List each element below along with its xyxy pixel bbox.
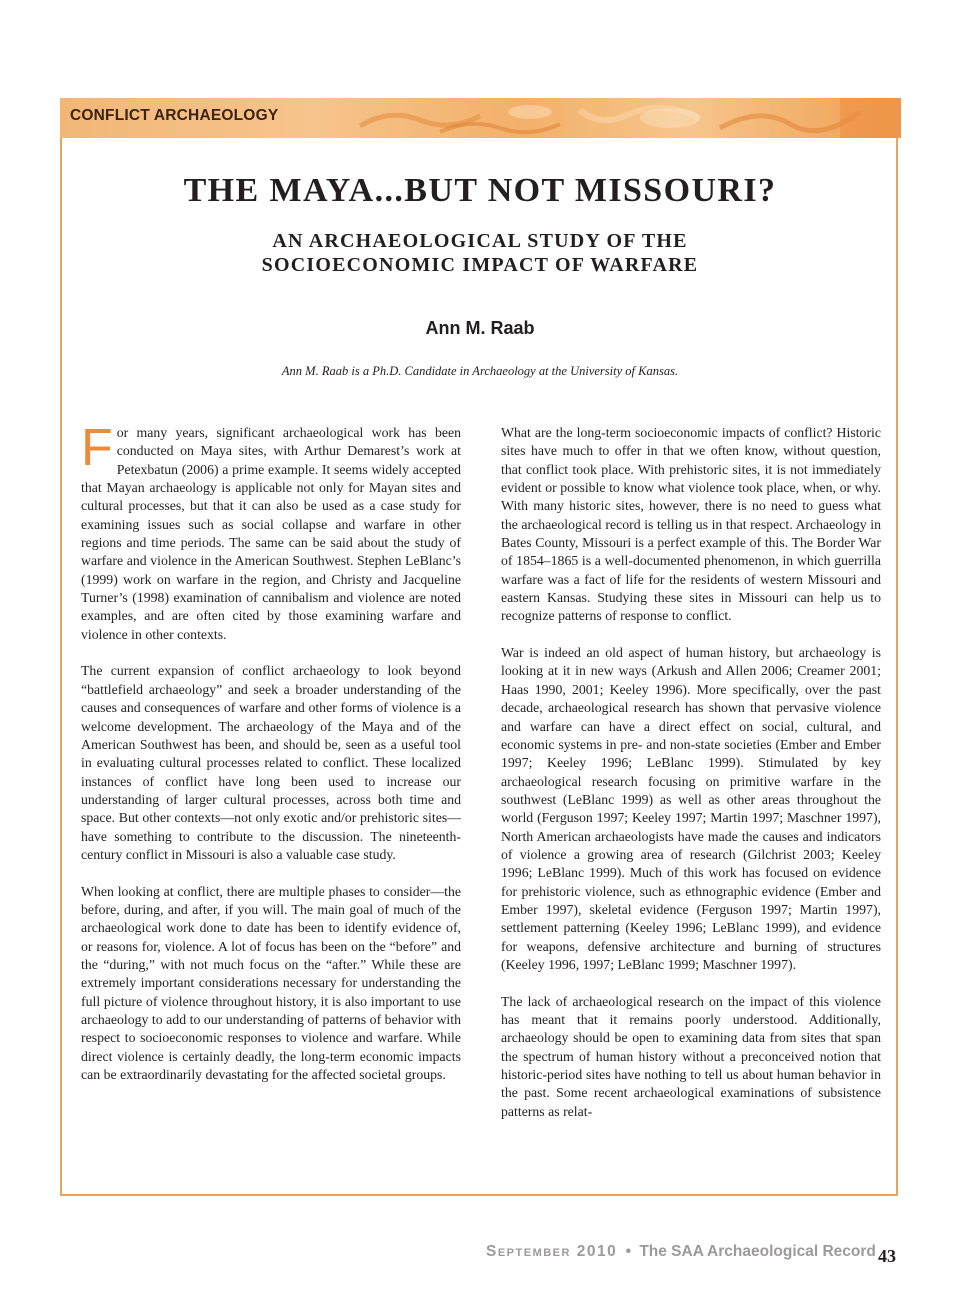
author-affiliation: Ann M. Raab is a Ph.D. Candidate in Archaeology at the University of Kansas.	[281, 364, 679, 378]
bullet-separator: •	[625, 1243, 631, 1260]
article-title: THE MAYA...BUT NOT MISSOURI?	[183, 172, 777, 209]
section-banner	[60, 98, 901, 138]
subtitle-line: AN ARCHAEOLOGICAL STUDY OF THE	[272, 230, 688, 252]
left-column	[81, 419, 461, 1103]
paragraph: What are the long-term socioeconomic impacts of conflict? Historic sites have much to offer in that we often know, without question, that conflict took place. With prehistoric sites, it is not immediately evident or possible to know what violence took place, when, or why. With many historic sites, however, there is no need to guess what the archaeological record is telling us in that respect. Archaeology in Bates County, Missouri is a perfect example of this. The Border War of 1854–1865 is a well-documented phenomenon, in which guerrilla warfare was a fact of life for the residents of western Missouri and eastern Kansas. Studying these sites in Missouri can help us to recognize patterns of response to conflict.	[501, 425, 881, 624]
paragraph: When looking at conflict, there are multiple phases to consider—the before, during, and after, if you will. The main goal of much of the archaeological work done to date has been to identify evidence of, or reasons for, violence. A lot of focus has been on the “before” and the “during,” with not much focus on the “after.” While these are extremely important considerations necessary for understanding the full picture of violence throughout history, it is also important to use archaeology to add to our understanding of patterns of behavior with respect to socioeconomic responses to violence and warfare. While direct violence is certainly deadly, the long-term economic impacts can be extraordinarily devastating for the affected societal groups.	[81, 883, 461, 1083]
paragraph: The lack of archaeological research on the impact of this violence has meant that it remains poorly understood. Additionally, archaeology should be open to examining data from sites that span the spectrum of human history without a preconceived notion that historic-period sites have nothing to tell us about human behavior in the past. Some recent archaeological examinations of subsistence patterns as relat-	[501, 993, 881, 1119]
publication-name: The SAA Archaeological Record	[639, 1243, 876, 1260]
page-number: 43	[878, 1246, 896, 1266]
article-subtitle	[0, 229, 960, 277]
paragraph: War is indeed an old aspect of human history, but archaeology is looking at it in new ways (Arkush and Allen 2006; Creamer 2001; Haas 1990, 2001; Keeley 1996). More specifically, over the past decade, archaeological research has shown that pervasive violence and warfare can have a direct effect on social, cultural, and economic systems in pre- and non-state societies (Ember and Ember 1997; Keeley 1996; LeBlanc 1999). Stimulated by key archaeological research focusing on primitive warfare in the southwest (LeBlanc 1999) as well as other areas throughout the world (Ferguson 1997; Keeley 1997; Martin 1997; Maschner 1997), North American archaeologists have made the causes and indicators of violence a growing area of research (Gilchrist 2003; Keeley 1996; LeBlanc 1999). Much of this work has focused on evidence for prehistoric violence, such as ethnographic evidence (Ember and Ember 1997), skeletal evidence (Ferguson 1997; Martin 1997), settlement patterning (Keeley 1996; LeBlanc 1999), and evidence for weapons, defensive architecture and burning of structures (Keeley 1996, 1997; LeBlanc 1999; Maschner 1997).	[501, 645, 881, 972]
paragraph: The current expansion of conflict archaeology to look beyond “battlefield archaeology” and seek a broader understanding of the causes and consequences of warfare and other forms of violence is a welcome development. The archaeology of the Maya and of the American Southwest has been, and should be, seen as a useful tool in evaluating cultural processes related to conflict. These localized instances of conflict have long been used to increase our understanding of larger cultural processes, across both time and space. But other contexts—not only exotic and/or prehistoric sites—have something to contribute to the discussion. The nineteenth-century conflict in Missouri is also a valuable case study.	[81, 663, 461, 862]
paragraph	[81, 419, 461, 644]
running-footer	[486, 1243, 876, 1261]
subtitle-line: SOCIOECONOMIC IMPACT OF WARFARE	[261, 254, 699, 276]
section-label: CONFLICT ARCHAEOLOGY	[70, 107, 279, 124]
issue-date: September 2010	[486, 1243, 618, 1260]
paragraph-text: or many years, significant archaeological work has been conducted on Maya sites, with Arthur Demarest’s work at Petexbatun (2006) a prime example. It seems widely accepted that Mayan archaeology is applicable not only for Mayan sites and cultural processes, but that it can also be used as a case study for examining issues such as social collapse and warfare in other regions and time periods. The same can be said about the study of warfare and violence in the American Southwest. Stephen LeBlanc’s (1999) work on warfare in the region, and Christy and Jacqueline Turner’s (1998) examination of cannibalism and violence are noted examples, and are often cited by those examining warfare and violence in other contexts.	[81, 425, 461, 642]
author-name: Ann M. Raab	[425, 318, 535, 338]
right-column	[501, 424, 881, 1139]
drop-cap: F	[81, 419, 113, 477]
